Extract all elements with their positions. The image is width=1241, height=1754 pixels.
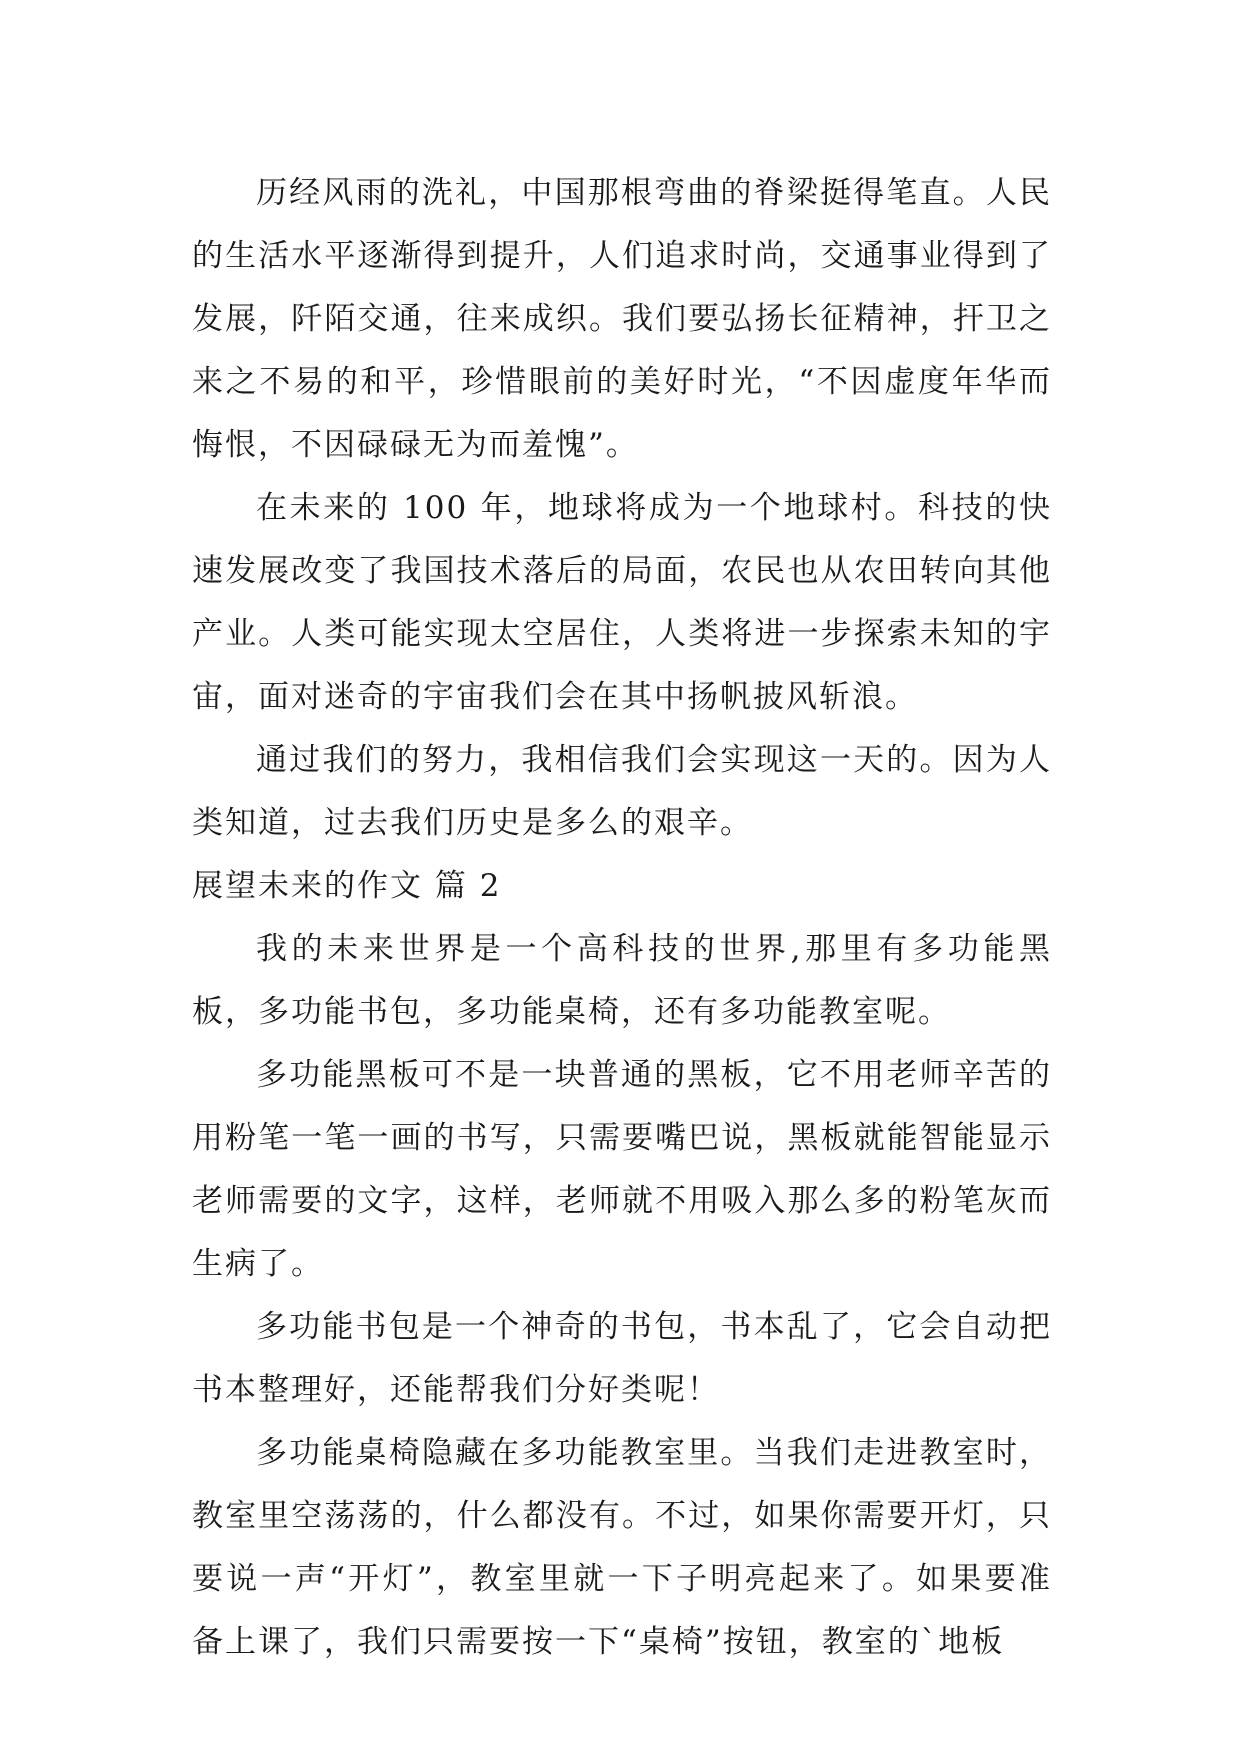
paragraph: 我的未来世界是一个高科技的世界,那里有多功能黑板，多功能书包，多功能桌椅，还有多功能教室呢。 bbox=[192, 931, 1052, 1030]
paragraph: 多功能黑板可不是一块普通的黑板，它不用老师辛苦的用粉笔一笔一画的书写，只需要嘴巴说，黑板就能智能显示老师需要的文字，这样，老师就不用吸入那么多的粉笔灰而生病了。 bbox=[192, 1057, 1052, 1282]
document-body bbox=[192, 162, 1052, 1674]
paragraph: 在未来的 100 年，地球将成为一个地球村。科技的快速发展改变了我国技术落后的局面，农民也从农田转向其他产业。人类可能实现太空居住，人类将进一步探索未知的宇宙，面对迷奇的宇宙我们会在其中扬帆披风斩浪。 bbox=[192, 490, 1052, 715]
paragraph: 多功能书包是一个神奇的书包，书本乱了，它会自动把书本整理好，还能帮我们分好类呢！ bbox=[192, 1309, 1052, 1408]
section-heading: 展望未来的作文 篇 2 bbox=[192, 868, 502, 904]
paragraph: 多功能桌椅隐藏在多功能教室里。当我们走进教室时，教室里空荡荡的，什么都没有。不过，如果你需要开灯，只要说一声“开灯”，教室里就一下子明亮起来了。如果要准备上课了，我们只需要按一下“桌椅”按钮，教室的`地板 bbox=[192, 1435, 1052, 1660]
paragraph: 历经风雨的洗礼，中国那根弯曲的脊梁挺得笔直。人民的生活水平逐渐得到提升，人们追求时尚，交通事业得到了发展，阡陌交通，往来成织。我们要弘扬长征精神，扞卫之来之不易的和平，珍惜眼前的美好时光，“不因虚度年华而悔恨，不因碌碌无为而羞愧”。 bbox=[192, 175, 1052, 463]
paragraph: 通过我们的努力，我相信我们会实现这一天的。因为人类知道，过去我们历史是多么的艰辛。 bbox=[192, 742, 1052, 841]
